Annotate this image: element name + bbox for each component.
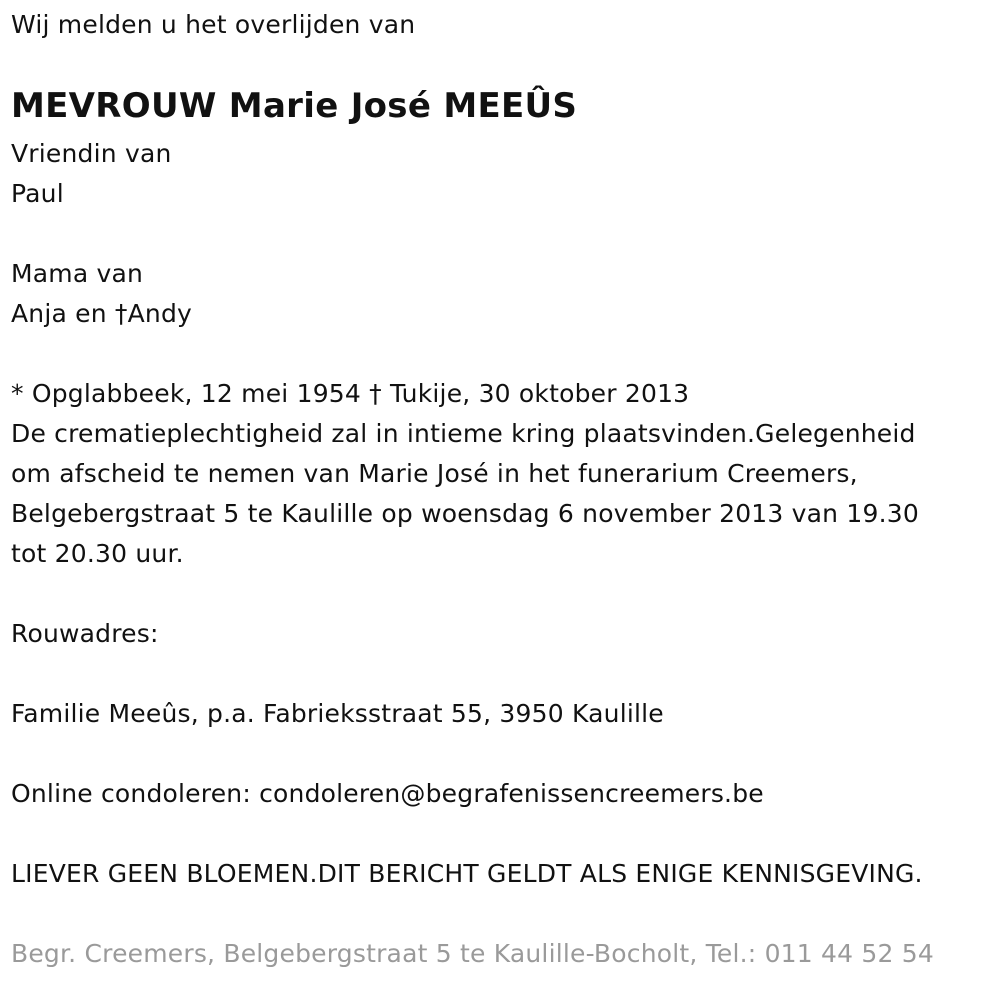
birth-death-dates: * Opglabbeek, 12 mei 1954 † Tukije, 30 oktober 2013 — [11, 379, 690, 408]
ceremony-text-line: De crematieplechtigheid zal in intieme kring plaatsvinden.Gelegenheid — [11, 419, 916, 448]
ceremony-text-line: Belgebergstraat 5 te Kaulille op woensdag 6 november 2013 van 19.30 — [11, 499, 919, 528]
mourning-address-label: Rouwadres: — [11, 619, 159, 648]
intro-text: Wij melden u het overlijden van — [11, 10, 416, 39]
relation-line: Paul — [11, 179, 64, 208]
funeral-home-footer: Begr. Creemers, Belgebergstraat 5 te Kaulille-Bocholt, Tel.: 011 44 52 54 — [11, 939, 934, 968]
notice-text: LIEVER GEEN BLOEMEN.DIT BERICHT GELDT ALS ENIGE KENNISGEVING. — [11, 859, 923, 888]
online-condolences: Online condoleren: condoleren@begrafenissencreemers.be — [11, 779, 764, 808]
mourning-address: Familie Meeûs, p.a. Fabrieksstraat 55, 3950 Kaulille — [11, 699, 664, 728]
ceremony-text-line: tot 20.30 uur. — [11, 539, 184, 568]
ceremony-text-line: om afscheid te nemen van Marie José in het funerarium Creemers, — [11, 459, 858, 488]
relation-line: Vriendin van — [11, 139, 172, 168]
relation-line: Mama van — [11, 259, 144, 288]
relation-line: Anja en †Andy — [11, 299, 193, 328]
deceased-name: MEVROUW Marie José MEEÛS — [11, 86, 578, 126]
